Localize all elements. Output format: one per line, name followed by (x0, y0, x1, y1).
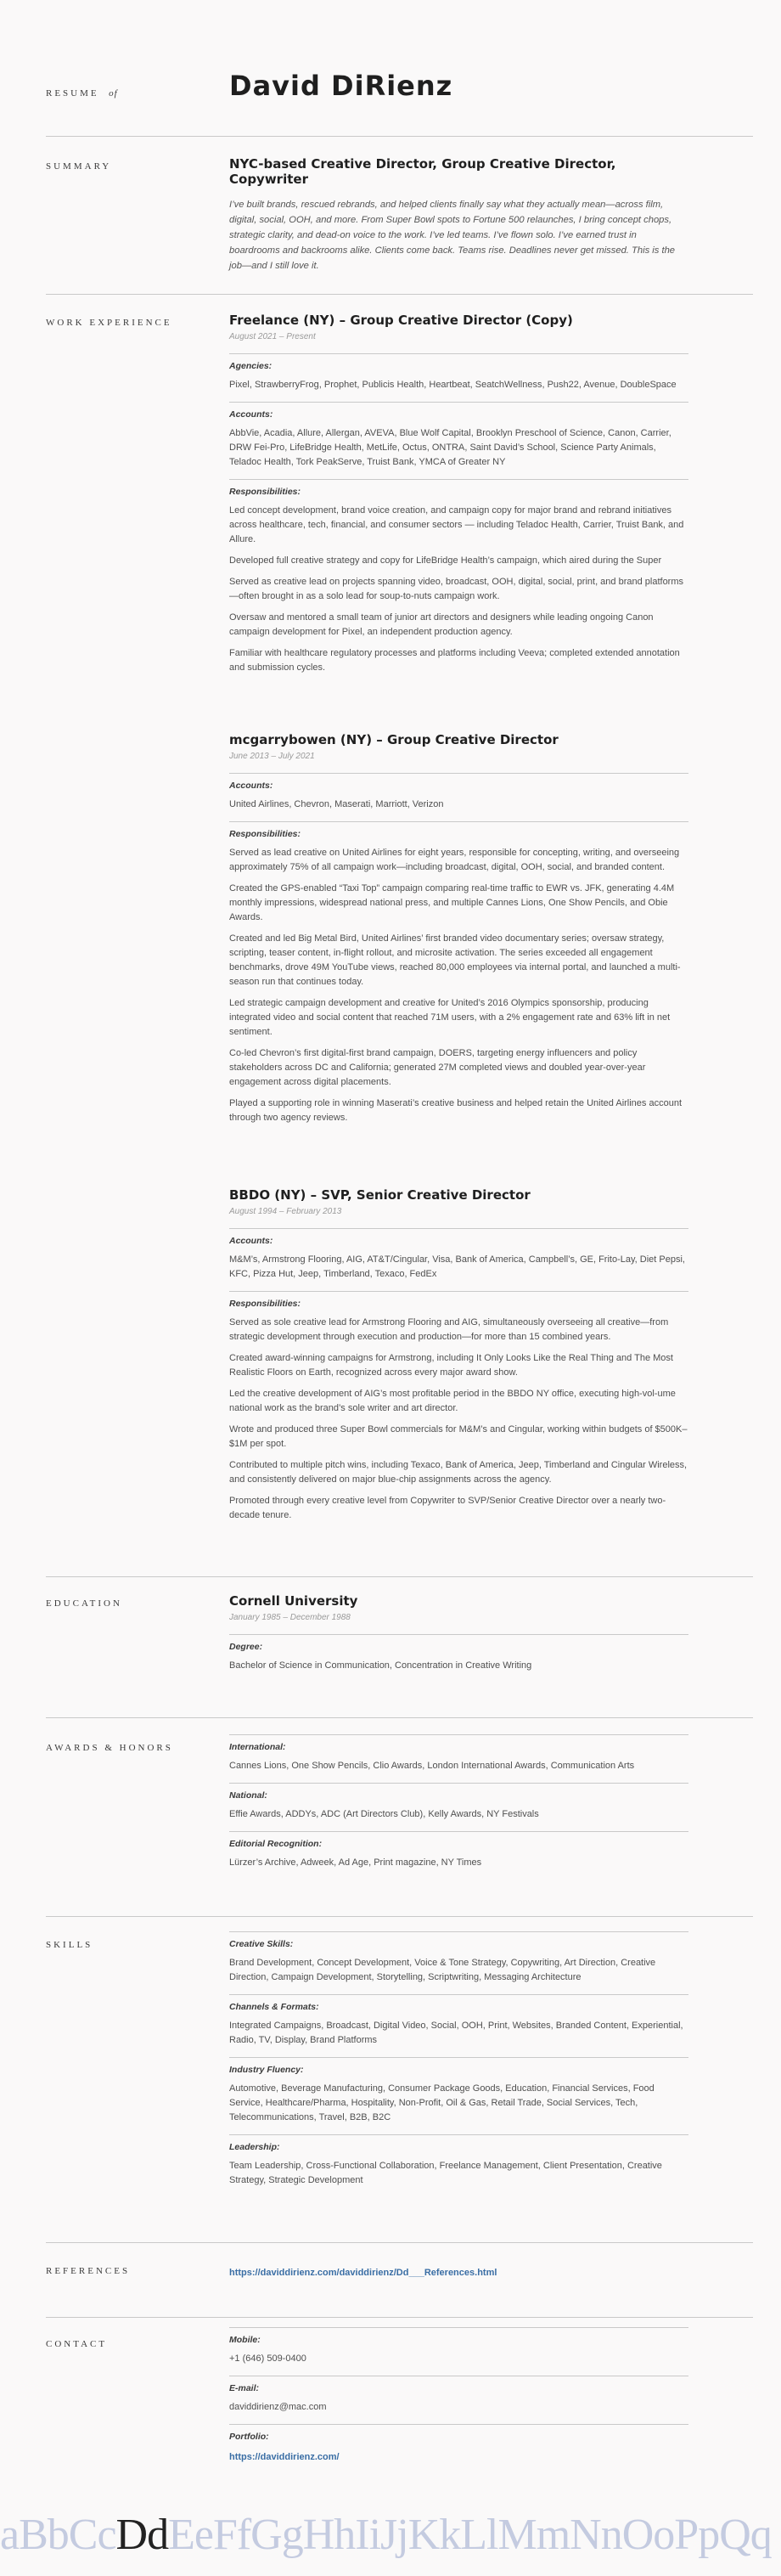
job-title: BBDO (NY) – SVP, Senior Creative Director (229, 1187, 531, 1203)
accounts-text: AbbVie, Acadia, Allure, Allergan, AVEVA, Blue Wolf Capital, Brooklyn Preschool of Science, Canon, Carrier, DRW Fei-Pro, LifeBridge Health, MetLife, Octus, ONTRA, Saint David’s School, Science Party Animals, Teladoc Health, Tork PeakServe, Truist Bank, YMCA of Greater NY (229, 428, 671, 467)
section-label-references: REFERENCES (46, 2266, 131, 2276)
accounts-block (229, 773, 688, 812)
skill-group (229, 1931, 688, 1985)
responsibilities-label: Responsibilities: (229, 487, 301, 497)
responsibility-item: Created award-winning campaigns for Armstrong, including It Only Looks Like the Real Thing and The Most Realistic Floors on Earth, recognized across every major award show. (229, 1353, 673, 1378)
skill-label: Creative Skills: (229, 1939, 294, 1949)
agencies-label: Agencies: (229, 361, 273, 371)
responsibilities-block (229, 1291, 688, 1523)
skill-label: Leadership: (229, 2142, 280, 2152)
education-block (229, 1593, 688, 1683)
award-text: Effie Awards, ADDYs, ADC (Art Directors Club), Kelly Awards, NY Festivals (229, 1809, 539, 1819)
award-label: International: (229, 1742, 286, 1752)
job-dates: August 2021 – Present (229, 332, 316, 341)
of-word: of (109, 88, 118, 99)
responsibility-item: Served as creative lead on projects spanning video, broadcast, OOH, digital, social, print, and brand platforms—often brought in as a solo lead for soup-to-nuts campaign work. (229, 577, 684, 601)
resume-word: RESUME (46, 88, 99, 99)
job-mcgarrybowen (229, 732, 688, 1135)
job-title: Freelance (NY) – Group Creative Director (Copy) (229, 313, 573, 328)
accounts-block (229, 1228, 688, 1282)
portfolio-label: Portfolio: (229, 2432, 269, 2442)
award-group (229, 1831, 688, 1870)
responsibility-item: Served as sole creative lead for Armstrong Flooring and AIG, simultaneously overseeing all creative—from strategic development through execution and production—for more than 15 combined years. (229, 1317, 669, 1342)
responsibility-item: Led the creative development of AIG’s most profitable period in the BBDO NY office, executing high-vol-ume national work as the brand’s sole writer and art director. (229, 1389, 676, 1413)
divider (46, 294, 753, 295)
responsibilities-block (229, 821, 688, 1125)
alphabet-before: aBbCc (0, 2511, 116, 2559)
job-freelance (229, 313, 688, 685)
alphabet-highlight: Dd (115, 2511, 169, 2559)
responsibilities-label: Responsibilities: (229, 829, 301, 839)
responsibility-item: Played a supporting role in winning Maserati’s creative business and helped retain the United Airlines account through two agency reviews. (229, 1098, 683, 1123)
skill-group (229, 2134, 688, 2188)
responsibility-item: Co-led Chevron’s first digital-first brand campaign, DOERS, targeting energy influencers and policy stakeholders across DC and California; generated 27M completed views and doubled year-over-year engagement across digital placements. (229, 1048, 646, 1087)
responsibility-item: Led strategic campaign development and creative for United’s 2016 Olympics sponsorship, producing integrated video and social content that reached 71M users, with a 2% engagement rate and 63% lift in net sentiment. (229, 998, 671, 1037)
accounts-block (229, 402, 688, 470)
references-link[interactable]: https://daviddirienz.com/daviddirienz/Dd___References.html (229, 2268, 497, 2278)
accounts-label: Accounts: (229, 1236, 273, 1246)
divider (46, 2242, 753, 2243)
award-group (229, 1783, 688, 1822)
section-label-work: WORK EXPERIENCE (46, 318, 172, 328)
summary-title: NYC-based Creative Director, Group Creative Director, Copywriter (229, 156, 616, 187)
accounts-label: Accounts: (229, 781, 273, 791)
responsibility-item: Created and led Big Metal Bird, United Airlines’ first branded video documentary series; oversaw strategy, scripting, teaser content, in-flight rollout, and microsite activation. The series exceeded all engagement benchmarks, drove 49M YouTube views, reached 80,000 employees via internal portal, and launched a multi-season run that continues today. (229, 933, 681, 987)
contact-mobile (229, 2327, 688, 2366)
section-label-summary: SUMMARY (46, 161, 112, 172)
resume-label (46, 88, 118, 99)
section-label-education: EDUCATION (46, 1598, 122, 1609)
responsibility-item: Developed full creative strategy and copy for LifeBridge Health’s campaign, which aired during the Super (229, 555, 662, 566)
contact-block (229, 2327, 688, 2473)
awards-block (229, 1734, 688, 1880)
skill-text: Automotive, Beverage Manufacturing, Consumer Package Goods, Education, Financial Services, Food Service, Healthcare/Pharma, Hospitality, Non-Profit, Oil & Gas, Retail Trade, Social Services, Tech, Telecommunications, Travel, B2B, B2C (229, 2083, 655, 2122)
skill-text: Brand Development, Concept Development, Voice & Tone Strategy, Copywriting, Art Direction, Creative Direction, Campaign Development, Storytelling, Scriptwriting, Messaging Architecture (229, 1958, 656, 1982)
summary-block (229, 156, 688, 273)
job-dates: August 1994 – February 2013 (229, 1207, 342, 1216)
section-label-awards: AWARDS & HONORS (46, 1743, 173, 1753)
job-title: mcgarrybowen (NY) – Group Creative Director (229, 732, 559, 747)
responsibilities-label: Responsibilities: (229, 1299, 301, 1309)
accounts-label: Accounts: (229, 409, 273, 420)
divider (46, 2317, 753, 2318)
education-dates: January 1985 – December 1988 (229, 1613, 351, 1622)
contact-email (229, 2376, 688, 2415)
responsibilities-block (229, 479, 688, 675)
alphabet-after: EeFfGgHhIiJjKkLlMmNnOoPpQq (168, 2511, 772, 2559)
references-block (229, 2264, 688, 2280)
degree-block (229, 1634, 688, 1673)
skill-label: Industry Fluency: (229, 2065, 304, 2075)
responsibility-item: Promoted through every creative level from Copywriter to SVP/Senior Creative Director over a nearly two-decade tenure. (229, 1496, 666, 1520)
divider (46, 1916, 753, 1917)
job-dates: June 2013 – July 2021 (229, 752, 315, 761)
responsibility-item: Served as lead creative on United Airlines for eight years, responsible for concepting, writing, and overseeing approximately 75% of all campaign work—including broadcast, digital, OOH, social, and branded content. (229, 848, 680, 872)
accounts-text: M&M’s, Armstrong Flooring, AIG, AT&T/Cingular, Visa, Bank of America, Campbell’s, GE, Frito-Lay, Diet Pepsi, KFC, Pizza Hut, Jeep, Timberland, Texaco, FedEx (229, 1254, 685, 1279)
skills-block (229, 1931, 688, 2197)
skill-label: Channels & Formats: (229, 2002, 319, 2012)
divider (46, 1717, 753, 1718)
responsibility-item: Led concept development, brand voice creation, and campaign copy for major brand and rebrand initiatives across healthcare, tech, financial, and consumer sectors — including Teladoc Health, Carrier, Truist Bank, and Allure. (229, 505, 684, 544)
skill-text: Team Leadership, Cross-Functional Collaboration, Freelance Management, Client Presentation, Creative Strategy, Strategic Development (229, 2161, 662, 2185)
award-text: Lürzer’s Archive, Adweek, Ad Age, Print magazine, NY Times (229, 1857, 482, 1868)
degree-text: Bachelor of Science in Communication, Concentration in Creative Writing (229, 1660, 532, 1671)
degree-label: Degree: (229, 1642, 263, 1652)
email-value: daviddirienz@mac.com (229, 2402, 327, 2412)
header (0, 0, 781, 136)
skill-text: Integrated Campaigns, Broadcast, Digital Video, Social, OOH, Print, Websites, Branded Content, Experiential, Radio, TV, Display, Brand Platforms (229, 2021, 683, 2045)
responsibility-item: Oversaw and mentored a small team of junior art directors and designers while leading ongoing Canon campaign development for Pixel, an independent production agency. (229, 612, 654, 637)
decorative-alphabet (0, 2510, 781, 2576)
agencies-block (229, 353, 688, 392)
mobile-value: +1 (646) 509-0400 (229, 2353, 306, 2364)
responsibility-item: Wrote and produced three Super Bowl commercials for M&M’s and Cingular, working within budgets of $500K–$1M per spot. (229, 1424, 688, 1449)
divider (46, 1576, 753, 1577)
accounts-text: United Airlines, Chevron, Maserati, Marriott, Verizon (229, 799, 444, 809)
responsibility-item: Contributed to multiple pitch wins, including Texaco, Bank of America, Jeep, Timberland and Cingular Wireless, and consistently delivered on major blue-chip assignments across the agency. (229, 1460, 688, 1485)
skill-group (229, 1994, 688, 2048)
portfolio-link[interactable]: https://daviddirienz.com/ (229, 2452, 340, 2462)
divider (46, 136, 753, 137)
contact-portfolio (229, 2424, 688, 2464)
responsibility-item: Created the GPS-enabled “Taxi Top” campaign comparing real-time traffic to EWR vs. JFK, generating 4.4M monthly impressions, widespread national press, and multiple Cannes Lions, One Show Pencils, and Obie Awards. (229, 883, 675, 922)
job-bbdo (229, 1187, 688, 1532)
mobile-label: Mobile: (229, 2335, 261, 2345)
skill-group (229, 2057, 688, 2125)
responsibility-item: Familiar with healthcare regulatory processes and platforms including Veeva; completed extended annotation and submission cycles. (229, 648, 680, 673)
agencies-text: Pixel, StrawberryFrog, Prophet, Publicis Health, Heartbeat, SeatchWellness, Push22, Avenue, DoubleSpace (229, 380, 677, 390)
school-name: Cornell University (229, 1593, 358, 1609)
award-text: Cannes Lions, One Show Pencils, Clio Awards, London International Awards, Communication Arts (229, 1761, 635, 1771)
award-label: Editorial Recognition: (229, 1839, 323, 1849)
email-label: E-mail: (229, 2383, 260, 2393)
section-label-skills: SKILLS (46, 1940, 93, 1950)
summary-text: I’ve built brands, rescued rebrands, and helped clients finally say what they actually mean—across film, digital, social, OOH, and more. From Super Bowl spots to Fortune 500 relaunches, I bring concept chops, strategic clarity, and dead-on voice to the work. I’ve led teams. I’ve flown solo. I’ve earned trust in boardrooms and backrooms alike. Clients come back. Teams rise. Deadlines never get missed. This is the job—and I still love it. (229, 200, 676, 271)
award-label: National: (229, 1790, 267, 1801)
section-label-contact: CONTACT (46, 2339, 108, 2349)
page-title: David DiRienz (229, 70, 453, 102)
award-group (229, 1734, 688, 1773)
